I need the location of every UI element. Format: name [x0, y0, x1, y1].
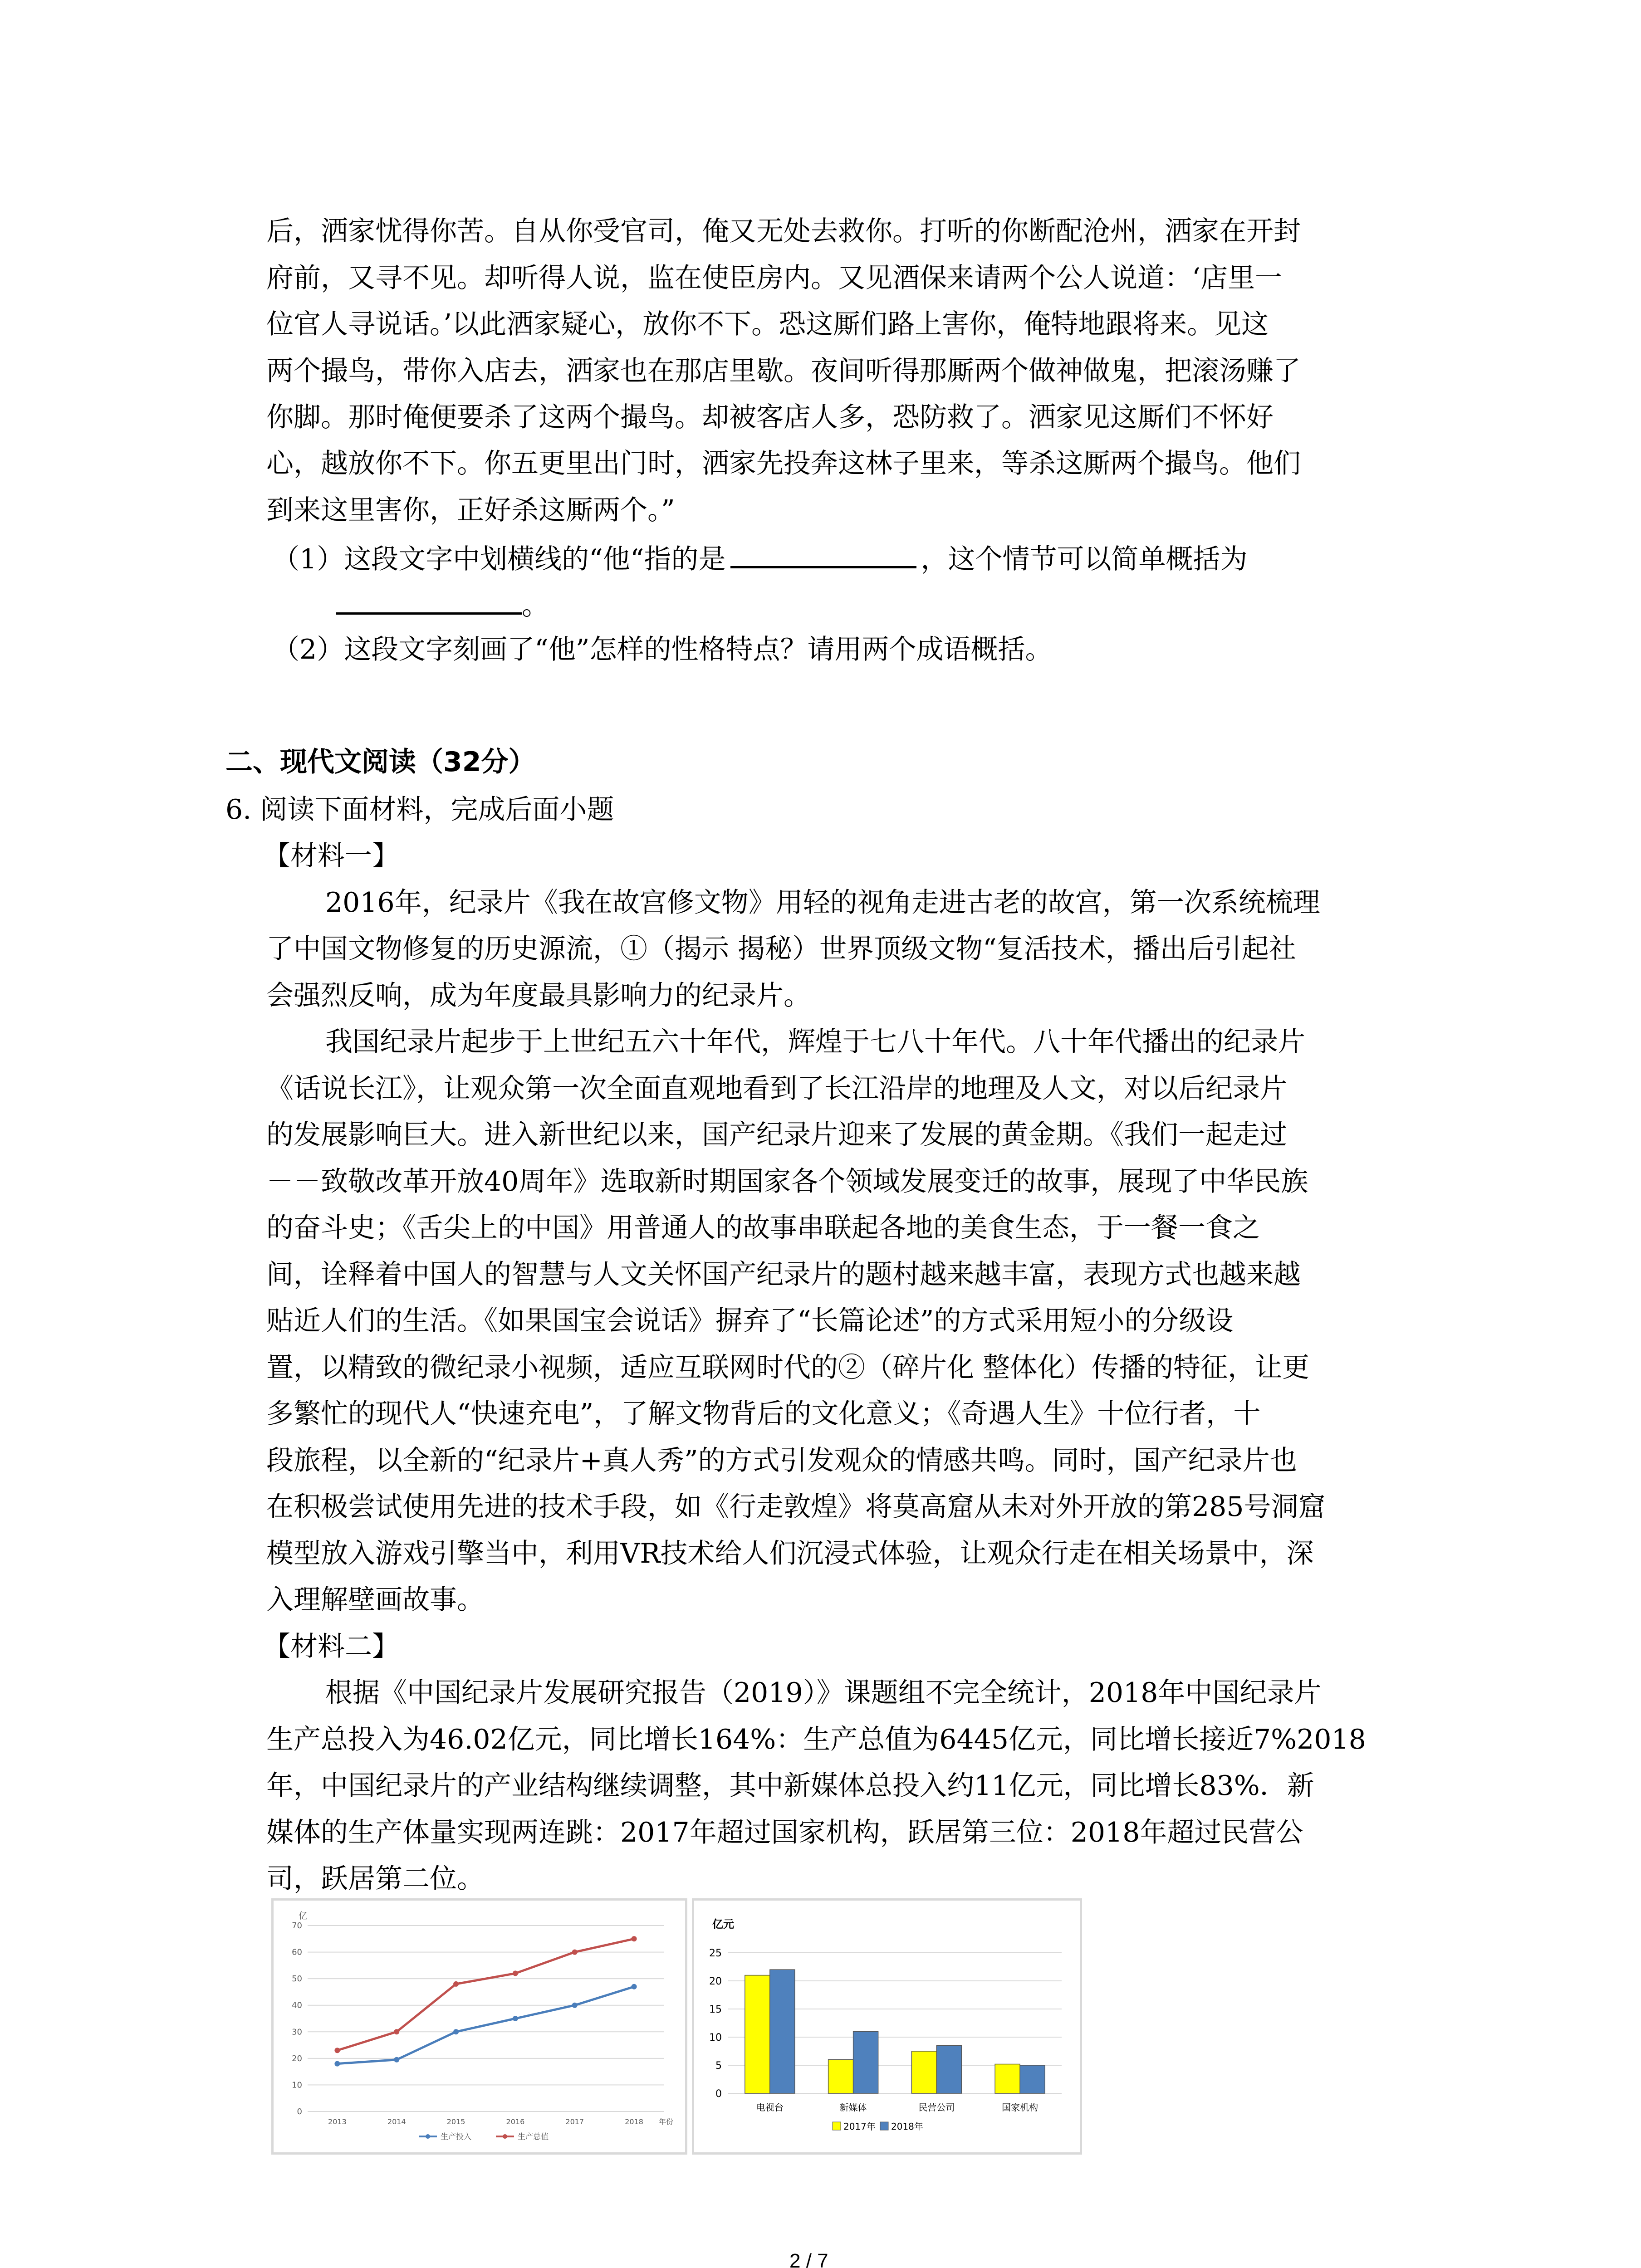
y-tick-label: 20 [709, 1976, 722, 1987]
material-1-heading: 【材料一】 [263, 840, 399, 872]
x-tick-label: 2015 [446, 2117, 465, 2126]
passage-line: 你脚。那时俺便要杀了这两个撮鸟。却被客店人多，恐防救了。洒家见这厮们不怀好 [266, 401, 1274, 433]
y-tick-label: 30 [292, 2027, 302, 2037]
bar [853, 2032, 878, 2093]
body-line: 间，诠释着中国人的智慧与人文关怀国产纪录片的题村越来越丰富，表现方式也越来越 [266, 1259, 1301, 1290]
y-tick-label: 20 [292, 2053, 302, 2063]
answer-blank-2[interactable] [336, 581, 522, 615]
passage-line: 后，洒家忧得你苦。自从你受官司，俺又无处去救你。打听的你断配沧州，洒家在开封 [266, 215, 1301, 247]
question-1-prefix: （1）这段文字中划横线的“他“指的是 [272, 543, 726, 575]
data-point [513, 1970, 518, 1976]
data-point [334, 2061, 340, 2067]
x-tick-label: 新媒体 [839, 2102, 867, 2113]
body-line: 段旅程，以全新的“纪录片+真人秀”的方式引发观众的情感共鸣。同时，国产纪录片也 [266, 1445, 1297, 1476]
question-2: （2）这段文字刻画了“他”怎样的性格特点？请用两个成语概括。 [272, 634, 1053, 665]
y-axis-label: 亿 [299, 1910, 308, 1921]
x-axis-label: 年份 [658, 2117, 674, 2126]
legend-marker [503, 2134, 507, 2139]
legend-label: 2018年 [891, 2121, 923, 2132]
series-line [337, 1939, 634, 2050]
bar [770, 1970, 795, 2093]
y-tick-label: 0 [715, 2088, 722, 2100]
question-1-suffix: ，这个情节可以简单概括为 [921, 543, 1248, 575]
y-tick-label: 70 [292, 1921, 302, 1931]
passage-line: 府前，又寻不见。却听得人说，监在使臣房内。又见酒保来请两个公人说道：‘店里一 [266, 262, 1283, 294]
x-tick-label: 2014 [387, 2117, 406, 2126]
legend-swatch [833, 2122, 841, 2130]
data-point [632, 1936, 637, 1941]
question-6: 6. 阅读下面材料，完成后面小题 [225, 794, 614, 826]
bar [911, 2051, 936, 2093]
question-1-line2 [336, 581, 549, 628]
body-line: 在积极尝试使用先进的技术手段，如《行走敦煌》将莫高窟从未对外开放的第285号洞窟 [266, 1491, 1326, 1523]
body-line: 置，以精致的微纪录小视频，适应互联网时代的②（碎片化 整体化）传播的特征，让更 [266, 1352, 1310, 1383]
section-heading: 二、现代文阅读（32分） [225, 746, 536, 778]
y-tick-label: 50 [292, 1974, 302, 1984]
bar-chart-svg [694, 1901, 1080, 2152]
body-line: －－致敬改革开放40周年》选取新时期国家各个领域发展变迁的故事，展现了中华民族 [266, 1166, 1308, 1198]
body-line: 2016年，纪录片《我在故宫修文物》用轻的视角走进古老的故宫，第一次系统梳理 [325, 887, 1320, 919]
body-line: 会强烈反响，成为年度最具影响力的纪录片。 [266, 980, 811, 1012]
bar-chart [692, 1898, 1082, 2155]
question-1 [272, 534, 1248, 582]
body-line: 了中国文物修复的历史源流，①（揭示 揭秘）世界顶级文物“复活技术，播出后引起社 [266, 933, 1296, 965]
body-line: 入理解壁画故事。 [266, 1584, 484, 1616]
y-tick-label: 0 [297, 2107, 302, 2116]
passage-line: 两个撮鸟，带你入店去，洒家也在那店里歇。夜间听得那厮两个做神做鬼，把滚汤赚了 [266, 355, 1301, 387]
legend-label: 生产总值 [518, 2132, 549, 2141]
bar [745, 1975, 770, 2093]
legend-label: 2017年 [843, 2121, 876, 2132]
body-line: 根据《中国纪录片发展研究报告（2019）》课题组不完全统计，2018年中国纪录片 [325, 1677, 1322, 1709]
body-line: 的发展影响巨大。进入新世纪以来，国产纪录片迎来了发展的黄金期。《我们一起走过 [266, 1119, 1287, 1151]
passage-line: 心，越放你不下。你五更里出门时，洒家先投奔这林子里来，等杀这厮两个撮鸟。他们 [266, 448, 1301, 479]
y-tick-label: 10 [292, 2080, 302, 2090]
body-line: 年，中国纪录片的产业结构继续调整，其中新媒体总投入约11亿元，同比增长83%．新 [266, 1770, 1314, 1802]
x-tick-label: 国家机构 [1002, 2102, 1038, 2113]
data-point [572, 1950, 578, 1955]
body-line: 模型放入游戏引擎当中，利用VR技术给人们沉浸式体验，让观众行走在相关场景中，深 [266, 1538, 1314, 1569]
body-line: 的奋斗史；《舌尖上的中国》用普通人的故事串联起各地的美食生态，于一餐一食之 [266, 1212, 1260, 1244]
data-point [632, 1984, 637, 1989]
line-chart [271, 1898, 687, 2155]
material-2-heading: 【材料二】 [263, 1631, 399, 1662]
data-point [572, 2003, 578, 2008]
series-line [337, 1987, 634, 2064]
x-tick-label: 2013 [328, 2117, 347, 2126]
y-tick-label: 10 [709, 2032, 722, 2043]
y-tick-label: 5 [715, 2060, 722, 2072]
data-point [394, 2029, 399, 2034]
y-tick-label: 60 [292, 1947, 302, 1957]
answer-blank-1[interactable] [730, 534, 916, 568]
passage-line: 到来这里害你，正好杀这厮两个。” [266, 494, 675, 526]
x-tick-label: 民营公司 [918, 2102, 955, 2113]
bar [828, 2060, 853, 2093]
data-point [394, 2057, 399, 2063]
passage-line: 位官人寻说话。’以此洒家疑心，放你不下。恐这厮们路上害你，俺特地跟将来。见这 [266, 308, 1269, 340]
x-tick-label: 电视台 [756, 2102, 784, 2113]
data-point [453, 1981, 459, 1987]
y-tick-label: 25 [709, 1948, 722, 1959]
y-axis-label: 亿元 [712, 1918, 734, 1931]
page-number: 2 / 7 [789, 2250, 828, 2268]
body-line: 《话说长江》，让观众第一次全面直观地看到了长江沿岸的地理及人文，对以后纪录片 [266, 1073, 1287, 1105]
bar [936, 2046, 961, 2093]
y-tick-label: 40 [292, 2000, 302, 2010]
body-line: 贴近人们的生活。《如果国宝会说话》摒弃了“长篇论述”的方式采用短小的分级设 [266, 1305, 1234, 1337]
bar [1020, 2065, 1045, 2093]
bar [995, 2064, 1020, 2093]
body-line: 媒体的生产体量实现两连跳：2017年超过国家机构，跃居第三位：2018年超过民营公 [266, 1817, 1303, 1848]
legend-label: 生产投入 [441, 2132, 471, 2141]
body-line: 我国纪录片起步于上世纪五六十年代，辉煌于七八十年代。八十年代播出的纪录片 [325, 1026, 1305, 1058]
legend-marker [426, 2134, 430, 2139]
x-tick-label: 2018 [625, 2117, 643, 2126]
y-tick-label: 15 [709, 2004, 722, 2015]
legend-swatch [880, 2122, 888, 2130]
body-line: 司，跃居第二位。 [266, 1863, 484, 1895]
question-1-end: 。 [522, 590, 549, 621]
body-line: 多繁忙的现代人“快速充电”，了解文物背后的文化意义；《奇遇人生》十位行者，十 [266, 1398, 1261, 1430]
x-tick-label: 2017 [565, 2117, 584, 2126]
data-point [334, 2048, 340, 2053]
data-point [453, 2029, 459, 2034]
line-chart-svg [274, 1901, 685, 2152]
data-point [513, 2016, 518, 2021]
x-tick-label: 2016 [506, 2117, 525, 2126]
body-line: 生产总投入为46.02亿元，同比增长164%：生产总值为6445亿元，同比增长接近7%2018 [266, 1724, 1366, 1755]
